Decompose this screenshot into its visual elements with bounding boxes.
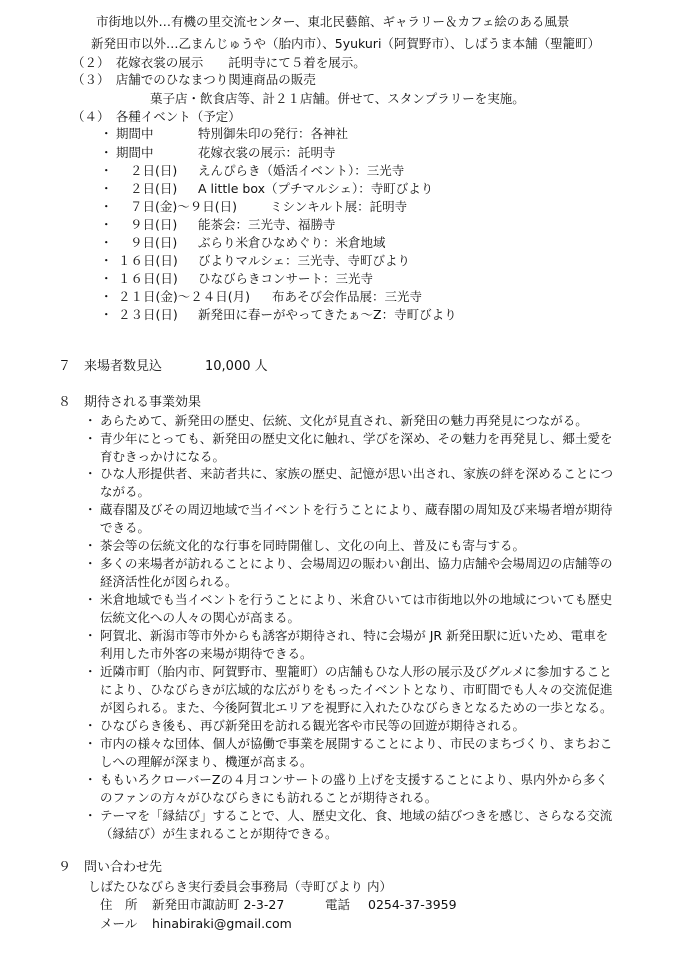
event-text: 布あそび会作品展：三光寺 [272, 289, 423, 304]
effect-bullet: ・ [84, 772, 97, 787]
effect-bullet: ・ [84, 808, 97, 823]
effect-bullet: ・ [84, 431, 97, 446]
effect-line: 育むきっかけになる。 [100, 449, 226, 464]
event-text: えんぴらき（婚活イベント）：三光寺 [198, 163, 405, 178]
address-label: 住 所 [100, 897, 138, 912]
item-3-detail: 菓子店・飲食店等、計２１店舗。併せて、スタンプラリーを実施。 [150, 91, 525, 106]
event-bullet: ・ [100, 307, 113, 322]
phone-value: 0254-37-3959 [368, 897, 457, 912]
event-date: ２１日(金)～２４日(月) [118, 289, 251, 304]
effect-bullet: ・ [84, 466, 97, 481]
effect-line: のファンの方々がひなびらきにも訪れることが期待される。 [100, 790, 438, 805]
effect-bullet: ・ [84, 628, 97, 643]
event-date: ７日(金)～９日(日) [130, 199, 238, 214]
event-bullet: ・ [100, 253, 113, 268]
event-text: ひなびらきコンサート：三光寺 [198, 271, 374, 286]
item-4-heading: （４） 各種イベント（予定） [72, 109, 241, 124]
event-date: １６日(日) [118, 253, 178, 268]
mail-value[interactable]: hinabiraki@gmail.com [152, 916, 292, 931]
effect-line: 青少年にとっても、新発田の歴史文化に触れ、学びを深め、その魅力を再発見し、郷土愛を [100, 431, 613, 446]
effect-line: 市内の様々な団体、個人が協働で事業を展開することにより、市民のまちづくり、まちおこ [100, 736, 613, 751]
effect-line: 阿賀北、新潟市等市外からも誘客が期待され、特に会場が JR 新発田駅に近いため、電車を [100, 628, 609, 643]
item-3-heading: （３） 店舗でのひなまつり関連商品の販売 [72, 72, 316, 87]
event-text: びよりマルシェ：三光寺、寺町びより [198, 253, 410, 268]
effect-line: できる。 [100, 520, 151, 535]
effect-bullet: ・ [84, 413, 97, 428]
contact-office: しばたひなびらき実行委員会事務局（寺町びより 内） [88, 879, 392, 894]
effect-line: （縁結び）が生まれることが期待できる。 [100, 826, 338, 841]
phone-label: 電話 [325, 897, 351, 912]
event-date: ９日(日) [130, 235, 178, 250]
effect-line: ながる。 [100, 484, 151, 499]
effect-bullet: ・ [84, 538, 97, 553]
event-text: 花嫁衣裳の展示：託明寺 [198, 145, 336, 160]
effect-bullet: ・ [84, 736, 97, 751]
event-text: 能茶会：三光寺、福勝寺 [198, 217, 336, 232]
event-text: ミシンキルト展：託明寺 [270, 199, 408, 214]
event-bullet: ・ [100, 145, 113, 160]
effect-line: しへの理解が深まり、機運が高まる。 [100, 754, 313, 769]
effect-bullet: ・ [84, 556, 97, 571]
effect-bullet: ・ [84, 718, 97, 733]
effect-line: ひなびらき後も、再び新発田を訪れる観光客や市民等の回遊が期待される。 [100, 718, 526, 733]
event-bullet: ・ [100, 289, 113, 304]
effect-line: あらためて、新発田の歴史、伝統、文化が見直され、新発田の魅力再発見につながる。 [100, 413, 588, 428]
effect-bullet: ・ [84, 592, 97, 607]
event-date: ２日(日) [130, 181, 178, 196]
effect-line: ひな人形提供者、来訪者共に、家族の歴史、記憶が思い出され、家族の絆を深めることにつ [100, 466, 614, 481]
effect-line: 経済活性化が図られる。 [100, 574, 238, 589]
mail-label: メール [100, 916, 138, 931]
event-date: ９日(日) [130, 217, 178, 232]
effect-line: 伝統文化への人々の関心が高まる。 [100, 610, 301, 625]
section-9-heading: ９ 問い合わせ先 [58, 860, 163, 875]
event-bullet: ・ [100, 217, 113, 232]
event-date: １６日(日) [118, 271, 178, 286]
visitor-estimate-value: 10,000 人 [205, 359, 268, 374]
effect-line: が図られる。また、今後阿賀北エリアを視野に入れたひなびらきとなるための一歩となる。 [100, 700, 613, 715]
event-text: A little box（プチマルシェ）：寺町びより [198, 181, 434, 196]
event-text: ぶらり米倉ひなめぐり：米倉地域 [198, 235, 386, 250]
effect-line: 近隣市町（胎内市、阿賀野市、聖籠町）の店舗もひな人形の展示及びグルメに参加すること [100, 664, 612, 679]
effect-bullet: ・ [84, 502, 97, 517]
effect-line: 米倉地域でも当イベントを行うことにより、米倉ひいては市街地以外の地域についても歴史 [100, 592, 613, 607]
event-bullet: ・ [100, 126, 113, 141]
effect-line: 多くの来場者が訪れることにより、会場周辺の賑わい創出、協力店舗や会場周辺の店舗等の [100, 556, 613, 571]
address-value: 新発田市諏訪町 2-3-27 [152, 897, 285, 912]
event-bullet: ・ [100, 199, 113, 214]
event-text: 特別御朱印の発行：各神社 [198, 126, 349, 141]
effect-line: 蔵春閣及びその周辺地域で当イベントを行うことにより、蔵春閣の周知及び来場者増が期待 [100, 502, 613, 517]
continuation-line-1: 市街地以外…有機の里交流センター、東北民藝館、ギャラリー＆カフェ絵のある風景 [96, 14, 570, 29]
event-bullet: ・ [100, 163, 113, 178]
event-bullet: ・ [100, 181, 113, 196]
event-bullet: ・ [100, 235, 113, 250]
section-7-heading: ７ 来場者数見込 [58, 359, 163, 374]
event-date: 期間中 [116, 126, 154, 141]
effect-line: 茶会等の伝統文化的な行事を同時開催し、文化の向上、普及にも寄与する。 [100, 538, 526, 553]
event-date: ２日(日) [130, 163, 178, 178]
event-date: 期間中 [116, 145, 154, 160]
effect-line: テーマを「縁結び」することで、人、歴史文化、食、地域の結びつきを感じ、さらなる交流 [100, 808, 613, 823]
event-date: ２３日(日) [118, 307, 178, 322]
effect-line: ももいろクローバーZの４月コンサートの盛り上げを支援することにより、県内外から多く [100, 772, 608, 787]
section-8-heading: ８ 期待される事業効果 [58, 395, 202, 410]
event-bullet: ・ [100, 271, 113, 286]
item-2-flower-bride-exhibit: （２） 花嫁衣裳の展示 託明寺にて５着を展示。 [72, 55, 366, 70]
effect-bullet: ・ [84, 664, 97, 679]
continuation-line-2: 新発田市以外…乙まんじゅうや（胎内市）、5yukuri（阿賀野市）、しばうま本舗（聖籠町） [91, 36, 601, 51]
event-text: 新発田に春ーがやってきたぁ～Z：寺町びより [198, 307, 457, 322]
effect-line: により、ひなびらきが広域的な広がりをもったイベントとなり、市町間でも人々の交流促進 [100, 682, 613, 697]
effect-line: 利用した市外客の来場が期待できる。 [100, 646, 313, 661]
